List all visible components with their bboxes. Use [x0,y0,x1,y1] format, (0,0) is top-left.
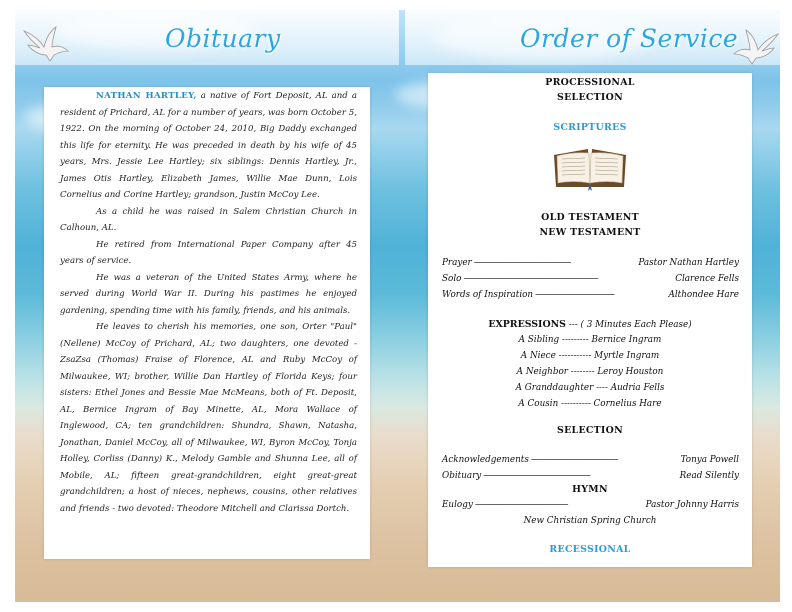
deceased-name: NATHAN HARTLEY, [96,91,197,101]
old-testament-heading: OLD TESTAMENT [541,212,639,223]
selection-heading: SELECTION [557,92,623,103]
expression-item: A Neighbor -------- Leroy Houston [516,367,664,377]
expression-item: A Cousin ---------- Cornelius Hare [518,399,662,409]
obituary-title: Obituary [165,24,281,53]
program-row-obituary: Obituary ------------------------------------------------------ Read Silently [442,471,739,481]
church-name: New Christian Spring Church [523,516,657,526]
program-row-prayer: Prayer ------------------------------------------------- Pastor Nathan Hartley [442,258,739,268]
program-row-words-of-inspiration: Words of Inspiration ---------------------------------------- Althondee Hare [442,290,739,300]
program-row-eulogy: Eulogy ----------------------------------------------- Pastor Johnny Harris [442,500,739,510]
new-testament-heading: NEW TESTAMENT [539,227,641,238]
program-row-acknowledgements: Acknowledgements -------------------------------------------- Tonya Powell [442,455,739,465]
obituary-paragraph: He leaves to cherish his memories, one son, Orter "Paul" (Nellene) McCoy of Prichard, AL; two daughters, one devoted - ZsaZsa (Thomas) Fraise of Florence, AL and Ruby McCoy of Milwaukee, WI; brother, Willie Dan Hartley of Florida Keys; four sisters: Ethel Jones and Bessie Mae McMeans, both of Ft. Deposit, AL, Bernice Ingram of Bay Minette, AL, Mora Wallace of Inglewood, CA; ten grandchildren: Shundra, Shawn, Natasha, Jonathan, Daniel McCoy, all of Milwaukee, WI, Byron McCoy, Tonja Holley, Corliss (Danny) K., Melody Gamble and Shunna Lee, all of Mobile, AL; fifteen great-grandchildren, eight great-great grandchildren; a host of nieces, nephews, cousins, other relatives and friends - two devoted: Theodore Mitchell and Clarissa Dortch. [60,322,357,514]
expression-item: A Sibling --------- Bernice Ingram [518,335,662,345]
obituary-text [60,88,357,517]
obituary-paragraph: He was a veteran of the United States Army, where he served during World War II. During his pastimes he enjoyed gardening, spending time with his family, friends, and his animals. [60,272,357,316]
recessional-heading: RECESSIONAL [549,544,631,555]
expressions-heading: EXPRESSIONS --- ( 3 Minutes Each Please) [488,319,692,330]
obituary-paragraph: He retired from International Paper Company after 45 years of service. [60,239,357,266]
expression-item: A Niece ----------- Myrtle Ingram [520,351,660,361]
program-row-solo: Solo -------------------------------------------------------------------- Clarence Fells [442,274,739,284]
processional-heading: PROCESSIONAL [545,77,635,88]
hymn-heading: HYMN [572,484,608,495]
dove-icon [20,25,72,65]
expression-item: A Granddaughter ---- Audria Fells [515,383,665,393]
obituary-paragraph: As a child he was raised in Salem Christian Church in Calhoun, AL. [60,206,357,233]
bible-icon [550,143,630,193]
obituary-paragraph: NATHAN HARTLEY, a native of Fort Deposit, AL and a resident of Prichard, AL for a number of years, was born October 5, 1922. On the morning of October 24, 2010, Big Daddy exchanged this life for eternity. He was preceded in death by his wife of 45 years, Mrs. Jessie Lee Hartley; six siblings: Dennis Hartley, Jr., James Otis Hartley, Elizabeth James, Willie Mae Dunn, Lois Cornelius and Corine Hartley; grandson, Justin McCoy Lee. [60,91,357,200]
selection-heading-2: SELECTION [557,425,623,436]
order-of-service-title: Order of Service [520,24,739,53]
scriptures-heading: SCRIPTURES [553,122,627,133]
